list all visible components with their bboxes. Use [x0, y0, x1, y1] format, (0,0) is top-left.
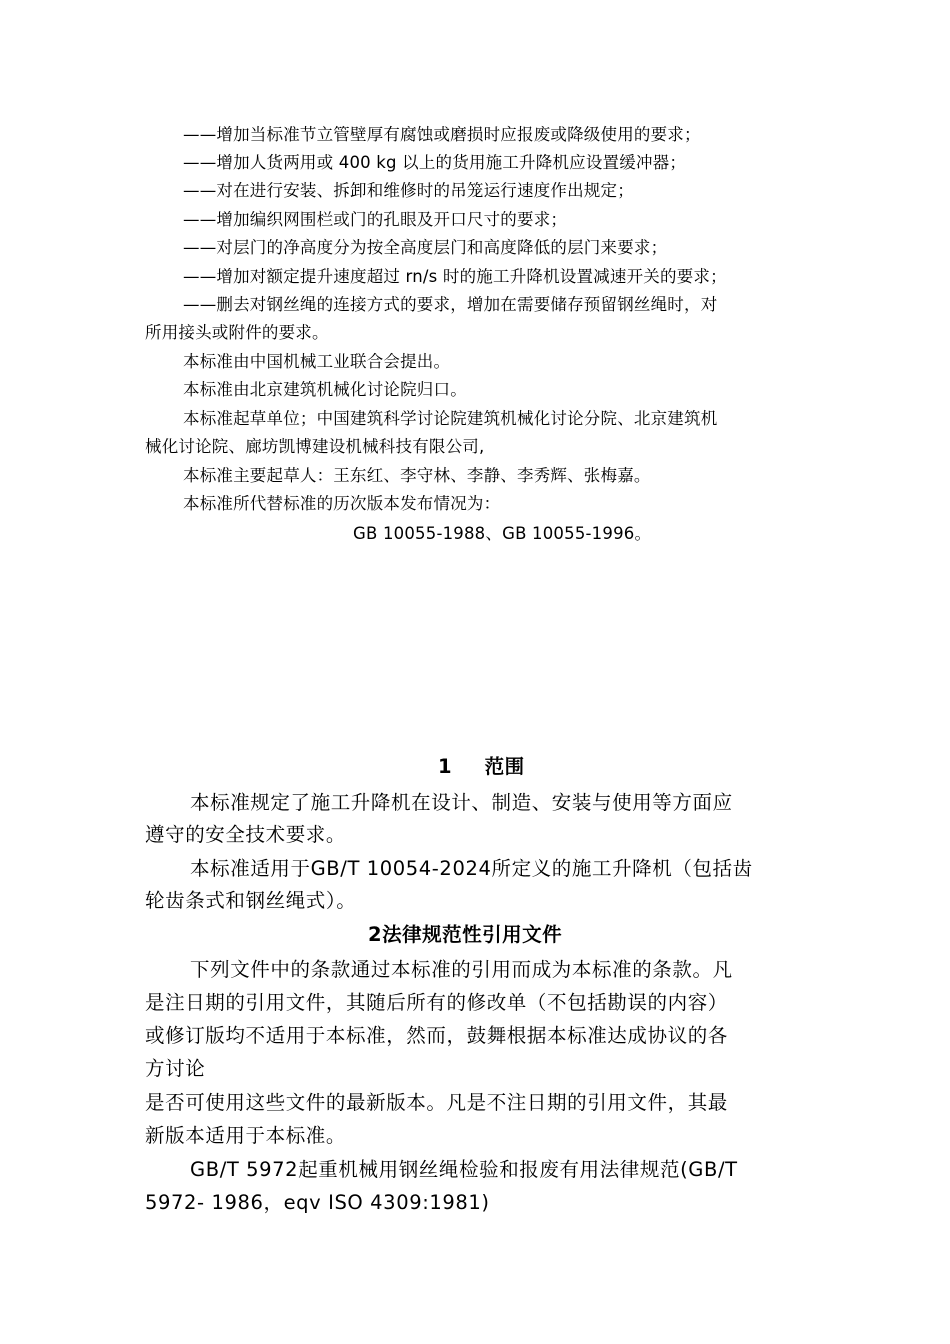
section-1-heading [438, 754, 525, 780]
change-item-3: ——对在进行安装、拆卸和维修时的吊笼运行速度作出规定； [183, 181, 634, 200]
scope-paragraph-1-continued: 遵守的安全技术要求。 [145, 823, 347, 846]
history-versions-text: GB 10055-1988、GB 10055-1996。 [353, 524, 652, 543]
reference-item-gbt-5972: GB/T 5972起重机械用钢丝绳检验和报废有用法律规范(GB/T [190, 1158, 738, 1181]
normative-references-paragraph-line-4: 方讨论 [145, 1057, 206, 1080]
proposed-by-text: 本标准由中国机械工业联合会提出。 [183, 352, 451, 371]
change-item-7: ——删去对钢丝绳的连接方式的要求，增加在需要储存预留钢丝绳时，对 [183, 295, 718, 314]
drafters-text: 本标准主要起草人：王东红、李守林、李静、李秀辉、张梅嘉。 [183, 466, 651, 485]
change-item-5: ——对层门的净高度分为按全高度层门和高度降低的层门来要求； [183, 238, 668, 257]
change-item-1: ——增加当标准节立管壁厚有腐蚀或磨损时应报废或降级使用的要求； [183, 125, 701, 144]
change-item-6: ——增加对额定提升速度超过 rn/s 时的施工升降机设置减速开关的要求； [183, 267, 727, 286]
normative-references-paragraph-line-2: 是注日期的引用文件，其随后所有的修改单（不包括勘误的内容） [145, 991, 728, 1014]
normative-references-paragraph-line-6: 新版本适用于本标准。 [145, 1124, 347, 1147]
scope-paragraph-1: 本标准规定了施工升降机在设计、制造、安装与使用等方面应 [190, 791, 733, 814]
section-1-number: 1 [438, 755, 453, 778]
drafting-units-text: 本标准起草单位；中国建筑科学讨论院建筑机械化讨论分院、北京建筑机 [183, 409, 718, 428]
drafting-units-text-continued: 械化讨论院、廊坊凯博建设机械科技有限公司, [145, 437, 485, 456]
change-item-7-continued: 所用接头或附件的要求。 [145, 323, 329, 342]
change-item-2: ——增加人货两用或 400 kg 以上的货用施工升降机应设置缓冲器； [183, 153, 687, 172]
normative-references-paragraph-line-5: 是否可使用这些文件的最新版本。凡是不注日期的引用文件，其最 [145, 1091, 728, 1114]
section-1-title: 范围 [484, 755, 525, 778]
section-2-heading: 2法律规范性引用文件 [368, 923, 563, 946]
scope-paragraph-2: 本标准适用于GB/T 10054-2024所定义的施工升降机（包括齿 [190, 857, 753, 880]
scope-paragraph-2-continued: 轮齿条式和钢丝绳式）。 [145, 889, 357, 912]
history-intro-text: 本标准所代替标准的历次版本发布情况为： [183, 494, 501, 513]
reference-item-gbt-5972-continued: 5972- 1986，eqv ISO 4309:1981) [145, 1191, 490, 1214]
change-item-4: ——增加编织网围栏或门的孔眼及开口尺寸的要求； [183, 210, 568, 229]
normative-references-paragraph-line-3: 或修订版均不适用于本标准，然而，鼓舞根据本标准达成协议的各 [145, 1024, 728, 1047]
centralized-by-text: 本标准由北京建筑机械化讨论院归口。 [183, 380, 467, 399]
normative-references-paragraph: 下列文件中的条款通过本标准的引用而成为本标准的条款。凡 [190, 958, 733, 981]
